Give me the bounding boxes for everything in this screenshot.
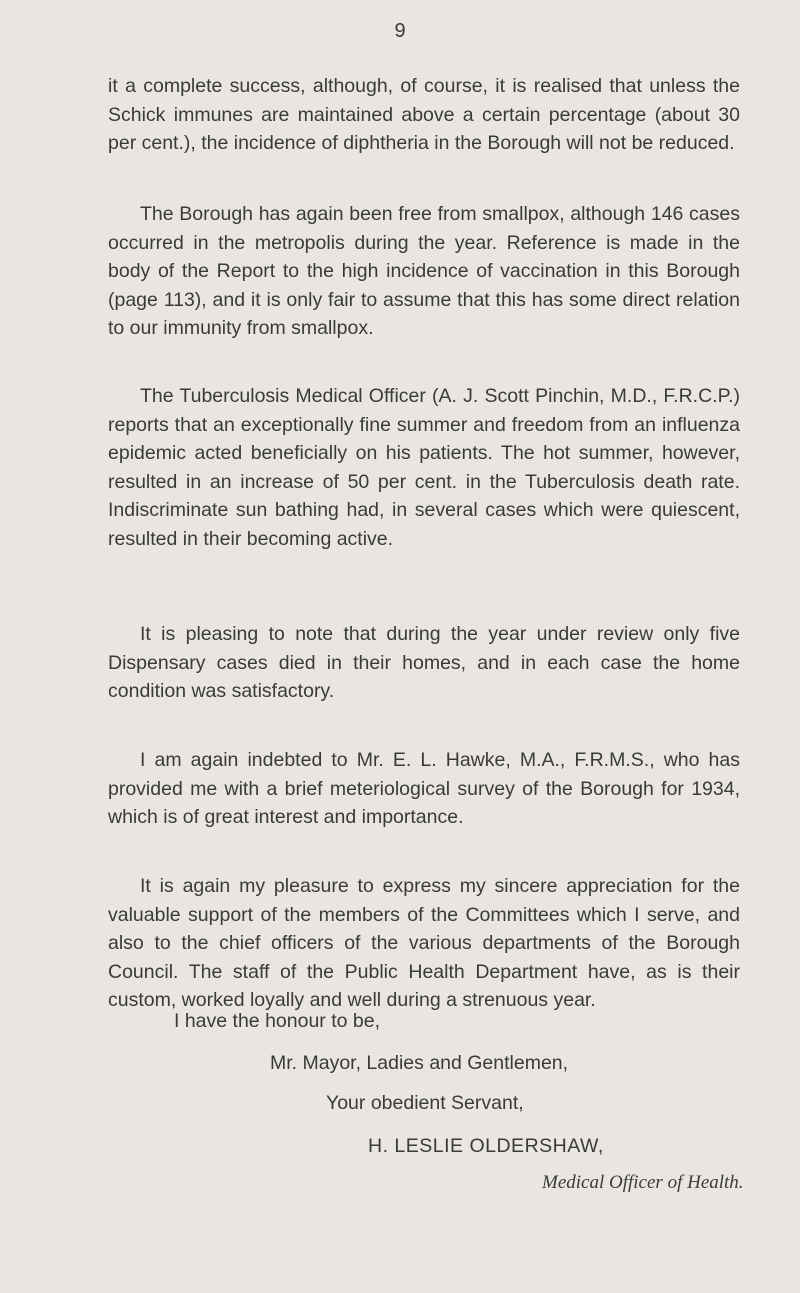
- signature-title: Medical Officer of Health.: [542, 1172, 744, 1193]
- paragraph-schick-immunes: it a complete success, although, of course, it is realised that unless the Schick immunes are maintained above a certain percentage (about 30 per cent.), the incidence of diphtheria in the Borough will not be reduced.: [108, 75, 740, 154]
- paragraph-tuberculosis: The Tuberculosis Medical Officer (A. J. Scott Pinchin, M.D., F.R.C.P.) reports that an exceptionally fine summer and freedom from an influenza epidemic acted beneficially on his patients. The hot summer, however, resulted in an increase of 50 per cent. in the Tuberculosis death rate. Indiscriminate sun bathing had, in several cases which were quiescent, resulted in their becoming active.: [108, 385, 740, 550]
- paragraph-dispensary: It is pleasing to note that during the year under review only five Dispensary cases died in their homes, and in each case the home condition was satisfactory.: [108, 623, 740, 702]
- closing-line: I have the honour to be,: [174, 1010, 380, 1032]
- signature-name: H. LESLIE OLDERSHAW,: [368, 1135, 604, 1157]
- salutation-line: Mr. Mayor, Ladies and Gentlemen,: [270, 1052, 569, 1074]
- paragraph-smallpox: The Borough has again been free from smallpox, although 146 cases occurred in the metropolis during the year. Reference is made in the body of the Report to the high incidence of vaccination in this Borough (page 113), and it is only fair to assume that this has some direct relation to our immunity from smallpox.: [108, 203, 740, 339]
- page-number: 9: [394, 20, 406, 42]
- paragraph-meteorological: I am again indebted to Mr. E. L. Hawke, M.A., F.R.M.S., who has provided me with a brief meteriological survey of the Borough for 1934, which is of great interest and importance.: [108, 749, 740, 828]
- valediction-line: Your obedient Servant,: [326, 1092, 524, 1114]
- paragraph-appreciation: It is again my pleasure to express my sincere appreciation for the valuable support of the members of the Committees which I serve, and also to the chief officers of the various departments of the Borough Council. The staff of the Public Health Department have, as is their custom, worked loyally and well during a strenuous year.: [108, 875, 740, 1011]
